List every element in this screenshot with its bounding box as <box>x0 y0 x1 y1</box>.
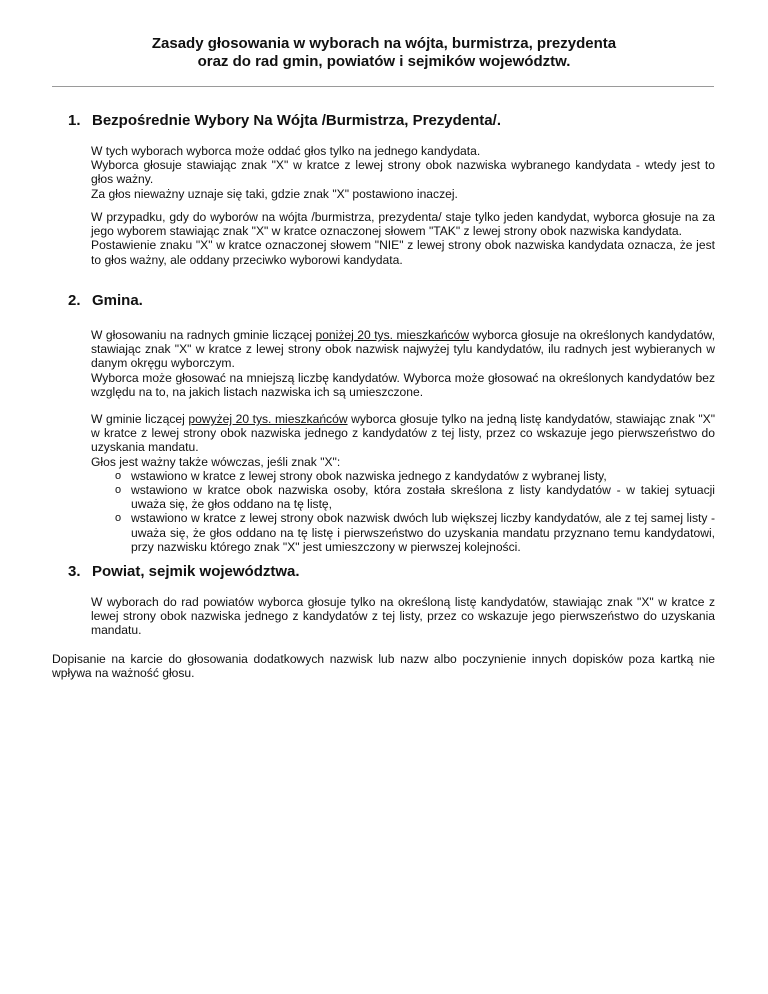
section-1-paragraph-1 <box>91 144 715 201</box>
section-2-p2-text <box>91 412 715 455</box>
section-2-paragraph-2 <box>91 412 715 554</box>
section-2-heading <box>68 292 143 310</box>
section-3-paragraph-1: W wyborach do rad powiatów wyborca głosuje tylko na określoną listę kandydatów, stawiając znak "X" w kratce z lewej strony obok nazwiska jednego z kandydatów z tej listy, przez co wskazuje jego pierwszeństwo do uzyskania mandatu. <box>91 595 715 638</box>
bullet-marker-icon: o <box>115 469 122 482</box>
document-title-line-2: oraz do rad gmin, powiatów i sejmików województw. <box>197 53 571 70</box>
section-2-p2-before: W gminie liczącej <box>91 412 189 426</box>
section-2-bullet-list <box>91 469 715 554</box>
document-title-line-1: Zasady głosowania w wyborach na wójta, burmistrza, prezydenta <box>151 35 617 52</box>
bullet-text: wstawiono w kratce z lewej strony obok nazwiska jednego z kandydatów z wybranej listy, <box>131 468 607 483</box>
list-item <box>91 469 715 483</box>
bullet-marker-icon: o <box>115 512 122 525</box>
section-2-p1-line-2: Wyborca może głosować na mniejszą liczbę kandydatów. Wyborca może głosować na określonych kandydatów bez względu na to, na jakich listach nazwiska ich są umieszczone. <box>91 370 715 399</box>
section-2-p1-before: W głosowaniu na radnych gminie liczącej <box>91 328 316 342</box>
section-1-p1-line-1: W tych wyborach wyborca może oddać głos tylko na jednego kandydata. <box>91 144 481 158</box>
section-2-title: Gmina. <box>92 292 143 309</box>
section-1-p2-line-1: W przypadku, gdy do wyborów na wójta /burmistrza, prezydenta/ staje tylko jeden kandydat, wyborca głosuje na za jego wyborem stawiając znak "X" w kratce oznaczonej słowem "TAK" z lewej strony obok nazwiska kandydata. <box>91 210 715 239</box>
section-2-p1-text <box>91 328 715 371</box>
section-2-p2-line-2: Głos jest ważny także wówczas, jeśli znak "X": <box>91 454 341 469</box>
section-1-heading <box>68 112 501 130</box>
section-1-paragraph-2 <box>91 210 715 267</box>
closing-note: Dopisanie na karcie do głosowania dodatkowych nazwisk lub nazw albo poczynienie innych dopisków poza kartką nie wpływa na ważność głosu. <box>52 652 715 681</box>
bullet-marker-icon: o <box>115 484 122 497</box>
section-1-p1-line-2: Wyborca głosuje stawiając znak "X" w kratce z lewej strony obok nazwiska wybranego kandydata - wtedy jest to głos ważny. <box>91 158 715 187</box>
section-1-number: 1. <box>68 112 81 129</box>
list-item <box>91 511 715 554</box>
section-1-p2-line-2: Postawienie znaku "X" w kratce oznaczonej słowem "NIE" z lewej strony obok nazwiska kandydata oznacza, że jest to głos ważny, ale oddany przeciwko wyborowi kandydata. <box>91 238 715 267</box>
section-3-number: 3. <box>68 563 81 580</box>
section-2-p2-underline: powyżej 20 tys. mieszkańców <box>188 412 348 426</box>
title-divider <box>52 86 714 87</box>
section-3-heading <box>68 563 300 581</box>
list-item <box>91 483 715 511</box>
bullet-text: wstawiono w kratce z lewej strony obok nazwisk dwóch lub większej liczby kandydatów, ale z tej samej listy - uważa się, że głos oddano na tę listę i pierwszeństwo do uzyskania mandatu przyznano temu kandydatowi, przy nazwisku którego znak "X" jest umieszczony w pierwszej kolejności. <box>131 511 715 554</box>
section-2-number: 2. <box>68 292 81 309</box>
section-2-p2-after: wyborca głosuje tylko na jedną listę kandydatów, stawiając znak "X" w kratce z lewej strony obok nazwiska jednego z kandydatów z tej listy, przez co wskazuje jego pierwszeństwo do uzyskania mandatu. <box>91 412 716 455</box>
section-2-paragraph-1 <box>91 328 715 399</box>
section-3-title: Powiat, sejmik województwa. <box>92 563 300 580</box>
section-2-p1-underline: poniżej 20 tys. mieszkańców <box>315 328 470 342</box>
section-1-p1-line-3: Za głos nieważny uznaje się taki, gdzie znak "X" postawiono inaczej. <box>91 186 458 201</box>
section-2-p1-after: wyborca głosuje na określonych kandydatów, stawiając znak "X" w kratce z lewej strony obok nazwisk najwyżej tylu kandydatów, ilu radnych jest wybieranych w danym okręgu wyborczym. <box>91 328 715 371</box>
bullet-text: wstawiono w kratce obok nazwiska osoby, która została skreślona z listy kandydatów - w takiej sytuacji uważa się, że głos oddano na tę listę, <box>131 483 715 512</box>
section-1-title: Bezpośrednie Wybory Na Wójta /Burmistrza, Prezydenta/. <box>92 112 501 129</box>
